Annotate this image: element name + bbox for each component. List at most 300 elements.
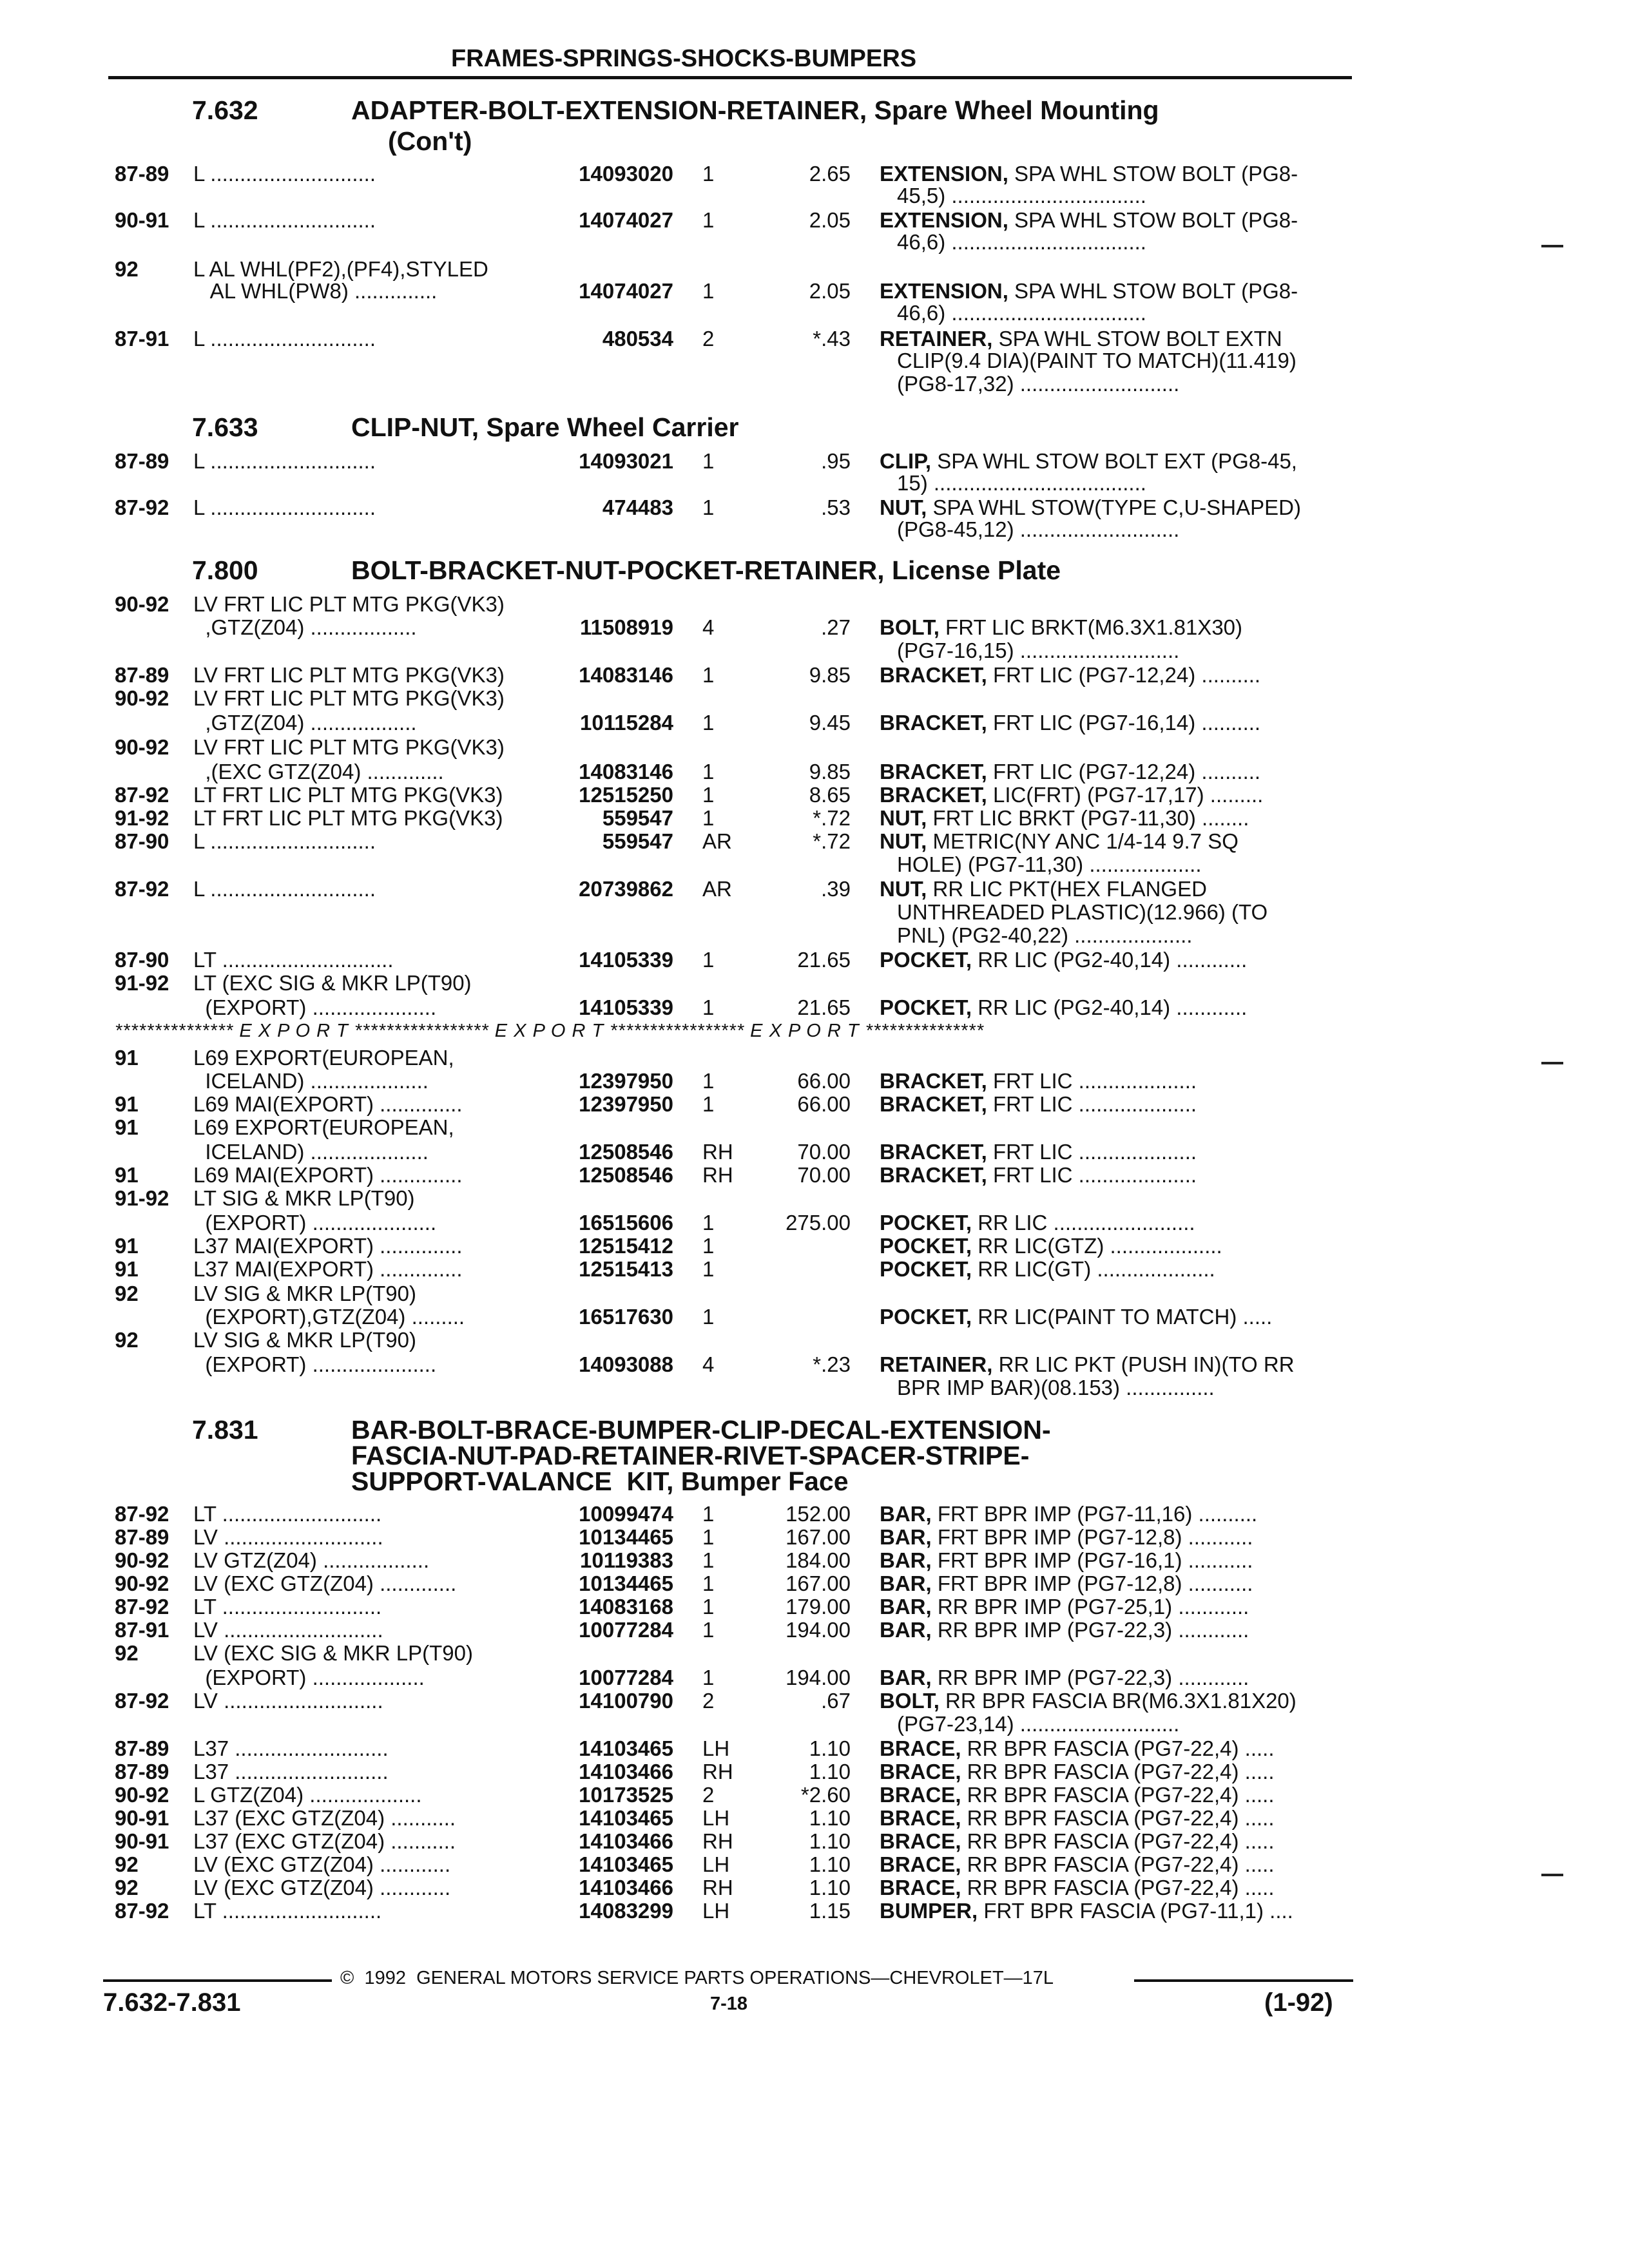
application-description: LV (EXC GTZ(Z04) ............ [193,1876,451,1899]
part-name-detail: FRT LIC (PG7-12,24) .......... [987,760,1261,783]
application-description: LT ........................... [193,1502,382,1526]
application-description: ,GTZ(Z04) .................. [193,615,417,639]
quantity: 1 [702,1571,715,1595]
part-name-keyword: BRACKET, [880,1140,987,1164]
part-name-keyword: BRACKET, [880,1092,987,1116]
part-name [880,616,1242,639]
part-number: 10115284 [579,711,673,735]
model-year: 92 [115,257,139,281]
quantity: 1 [702,1234,715,1258]
quantity: 1 [702,162,715,186]
part-name-keyword: BAR, [880,1595,932,1619]
application-description: LT ........................... [193,1899,382,1923]
part-name-detail: RR LIC ........................ [972,1211,1195,1235]
part-number: 16517630 [579,1305,673,1329]
application-description: LV SIG & MKR LP(T90) [193,1328,416,1352]
quantity: LH [702,1852,730,1876]
part-name [880,1164,1197,1187]
part-name-detail: SPA WHL STOW BOLT EXTN [992,327,1282,351]
footer-copyright: © 1992 GENERAL MOTORS SERVICE PARTS OPERATIONS—CHEVROLET—17L [340,1968,1054,1988]
model-year: 87-90 [115,829,169,853]
part-name-detail: RR LIC PKT(HEX FLANGED [927,877,1207,901]
part-name-keyword: POCKET, [880,1305,972,1329]
part-number: 10134465 [579,1571,673,1595]
part-name [880,1876,1275,1899]
quantity: RH [702,1829,733,1853]
application-description: L69 MAI(EXPORT) .............. [193,1092,463,1116]
model-year: 90-91 [115,1806,169,1830]
part-number: 14103465 [579,1736,673,1760]
price: *.23 [813,1352,851,1376]
part-name [880,1211,1195,1235]
application-description: AL WHL(PW8) .............. [193,279,438,303]
application-description: L AL WHL(PF2),(PF4),STYLED [193,257,488,281]
footer-date-code: (1-92) [1264,1988,1333,2017]
application-description: (EXPORT) ..................... [193,1211,437,1235]
model-year: 87-92 [115,1595,169,1619]
application-description: L ............................ [193,877,376,901]
model-year: 87-92 [115,783,169,807]
application-description: LT ............................. [193,948,394,972]
part-number: 14083146 [579,760,673,783]
model-year: 87-92 [115,495,169,519]
part-name-detail: RR BPR FASCIA (PG7-22,4) ..... [961,1736,1275,1760]
part-name-keyword: EXTENSION, [880,162,1008,186]
quantity: 1 [702,495,715,519]
part-name [880,1070,1197,1093]
part-name-keyword: BAR, [880,1525,932,1549]
part-name [880,209,1298,232]
part-number: 14083146 [579,663,673,687]
application-description: L37 .......................... [193,1736,389,1760]
part-number: 14103465 [579,1806,673,1830]
quantity: 1 [702,1502,715,1526]
part-number: 14093020 [579,162,673,186]
part-name-keyword: BRACE, [880,1760,961,1783]
section-title: (Con't) [351,126,472,156]
part-name-detail: FRT LIC .................... [987,1092,1197,1116]
part-name-detail: FRT LIC (PG7-12,24) .......... [987,663,1261,687]
price: 152.00 [786,1502,851,1526]
description-continuation: 45,5) ................................. [897,184,1146,207]
part-name-detail: RR BPR IMP (PG7-22,3) ............ [931,1666,1249,1689]
part-name-detail: RR BPR IMP (PG7-25,1) ............ [931,1595,1249,1619]
part-name-detail: FRT LIC BRKT (PG7-11,30) ........ [927,806,1249,830]
price: 2.05 [809,279,851,303]
part-name-detail: SPA WHL STOW BOLT (PG8- [1008,208,1298,232]
price: *.72 [813,829,851,853]
quantity: LH [702,1736,730,1760]
price: 9.45 [809,711,851,735]
price: 70.00 [797,1163,851,1187]
part-number: 14074027 [579,208,673,232]
price: 275.00 [786,1211,851,1235]
part-name-keyword: BOLT, [880,1689,940,1713]
quantity: 1 [702,711,715,735]
part-number: 14083299 [579,1899,673,1923]
part-number: 559547 [602,806,673,830]
application-description: LT ........................... [193,1595,382,1619]
price: *.43 [813,327,851,351]
application-description: LT SIG & MKR LP(T90) [193,1186,415,1210]
price: 2.65 [809,162,851,186]
price: .39 [821,877,851,901]
margin-mark [1541,1062,1563,1064]
section-number: 7.632 [192,95,258,125]
application-description: L69 EXPORT(EUROPEAN, [193,1115,454,1139]
quantity: 2 [702,1689,715,1713]
part-name [880,1503,1257,1526]
margin-mark [1541,1874,1563,1876]
quantity: 1 [702,279,715,303]
description-continuation: UNTHREADED PLASTIC)(12.966) (TO [897,900,1268,924]
description-continuation: 15) .................................... [897,471,1146,495]
quantity: 2 [702,327,715,351]
part-number: 14074027 [579,279,673,303]
price: 194.00 [786,1618,851,1642]
section-title: BAR-BOLT-BRACE-BUMPER-CLIP-DECAL-EXTENSION- [351,1415,1051,1445]
part-name-detail: FRT LIC .................... [987,1163,1197,1187]
part-number: 12508546 [579,1140,673,1164]
part-name [880,450,1297,473]
part-name-detail: FRT LIC .................... [987,1140,1197,1164]
price: 184.00 [786,1548,851,1572]
price: .95 [821,449,851,473]
part-name-keyword: POCKET, [880,1211,972,1235]
model-year: 87-91 [115,327,169,351]
part-name [880,711,1260,735]
part-number: 12515250 [579,783,673,807]
model-year: 91 [115,1234,139,1258]
part-number: 14093088 [579,1352,673,1376]
application-description: (EXPORT) ..................... [193,1352,437,1376]
part-name [880,1619,1249,1642]
part-name-keyword: POCKET, [880,1257,972,1281]
quantity: RH [702,1760,733,1783]
part-name [880,1899,1293,1923]
part-name [880,1595,1249,1619]
part-name-keyword: POCKET, [880,995,972,1019]
price: .53 [821,495,851,519]
quantity: 2 [702,1783,715,1807]
application-description: LT FRT LIC PLT MTG PKG(VK3) [193,783,503,807]
page-title: FRAMES-SPRINGS-SHOCKS-BUMPERS [451,45,917,72]
part-name-keyword: BRACE, [880,1736,961,1760]
application-description: ,(EXC GTZ(Z04) ............. [193,760,444,783]
section-title: BOLT-BRACKET-NUT-POCKET-RETAINER, License Plate [351,555,1061,585]
price: 194.00 [786,1666,851,1689]
description-continuation: PNL) (PG2-40,22) .................... [897,923,1193,947]
application-description: L ............................ [193,208,376,232]
application-description: LV (EXC GTZ(Z04) ............. [193,1571,457,1595]
part-number: 10119383 [579,1548,673,1572]
price: 1.10 [809,1806,851,1830]
part-name [880,1853,1275,1876]
application-description: L GTZ(Z04) ................... [193,1783,422,1807]
description-continuation: (PG7-23,14) ........................... [897,1712,1180,1736]
quantity: 1 [702,760,715,783]
part-name [880,496,1301,519]
part-number: 559547 [602,829,673,853]
part-name [880,1305,1272,1329]
part-name [880,1235,1222,1258]
quantity: 4 [702,1352,715,1376]
footer-page-number: 7-18 [710,1994,748,2014]
application-description: L37 .......................... [193,1760,389,1783]
part-name [880,1760,1275,1783]
part-name [880,948,1247,972]
description-continuation: 46,6) ................................. [897,230,1146,254]
part-name [880,1666,1249,1689]
part-name [880,327,1282,351]
quantity: 1 [702,783,715,807]
part-name [880,1258,1215,1281]
quantity: 1 [702,1305,715,1329]
price: .67 [821,1689,851,1713]
part-name [880,664,1260,687]
margin-mark [1541,245,1563,247]
part-number: 14083168 [579,1595,673,1619]
part-name [880,807,1249,830]
price: .27 [821,615,851,639]
part-name-keyword: CLIP, [880,449,932,473]
section-number: 7.633 [192,412,258,442]
part-number: 12515412 [579,1234,673,1258]
header-rule [108,76,1352,79]
price: 167.00 [786,1525,851,1549]
part-name-keyword: BRACKET, [880,1163,987,1187]
part-name-keyword: BRACE, [880,1876,961,1899]
price: 1.10 [809,1852,851,1876]
part-name-keyword: BRACKET, [880,663,987,687]
part-number: 480534 [602,327,673,351]
price: 66.00 [797,1092,851,1116]
price: 21.65 [797,948,851,972]
application-description: LV GTZ(Z04) .................. [193,1548,430,1572]
quantity: 1 [702,449,715,473]
model-year: 87-89 [115,162,169,186]
part-name-detail: FRT LIC .................... [987,1069,1197,1093]
price: 70.00 [797,1140,851,1164]
application-description: LV ........................... [193,1689,383,1713]
part-name [880,996,1247,1019]
part-name-keyword: BUMPER, [880,1899,978,1923]
description-continuation: HOLE) (PG7-11,30) ................... [897,852,1202,876]
part-name [880,830,1239,853]
application-description: L37 MAI(EXPORT) .............. [193,1234,463,1258]
part-number: 20739862 [579,877,673,901]
part-name-keyword: POCKET, [880,948,972,972]
quantity: 1 [702,1092,715,1116]
price: 167.00 [786,1571,851,1595]
part-name [880,1737,1275,1760]
part-name-detail: LIC(FRT) (PG7-17,17) ......... [987,783,1264,807]
quantity: 1 [702,1618,715,1642]
part-name-detail: SPA WHL STOW BOLT (PG8- [1008,162,1298,186]
price: *.72 [813,806,851,830]
application-description: LV SIG & MKR LP(T90) [193,1282,416,1305]
part-name-keyword: BRACE, [880,1783,961,1807]
part-name-detail: SPA WHL STOW BOLT EXT (PG8-45, [931,449,1297,473]
description-continuation: 46,6) ................................. [897,301,1146,325]
part-name-keyword: EXTENSION, [880,279,1008,303]
section-title: CLIP-NUT, Spare Wheel Carrier [351,412,739,442]
application-description: L ............................ [193,162,376,186]
application-description: L37 (EXC GTZ(Z04) ........... [193,1829,456,1853]
export-banner: *************** E X P O R T ***************** E X P O R T ***************** E X P O R T *************** [115,1021,984,1041]
part-name-keyword: BRACE, [880,1829,961,1853]
part-name-keyword: BOLT, [880,615,940,639]
part-name-keyword: NUT, [880,829,927,853]
application-description: ,GTZ(Z04) .................. [193,711,417,735]
part-number: 12397950 [579,1092,673,1116]
model-year: 87-89 [115,663,169,687]
application-description: L ............................ [193,449,376,473]
section-number: 7.831 [192,1415,258,1445]
part-name [880,162,1298,186]
model-year: 87-92 [115,877,169,901]
model-year: 90-92 [115,1548,169,1572]
part-name-detail: RR BPR FASCIA (PG7-22,4) ..... [961,1876,1275,1899]
part-name-detail: RR BPR FASCIA (PG7-22,4) ..... [961,1829,1275,1853]
part-number: 12508546 [579,1163,673,1187]
part-name-detail: RR LIC PKT (PUSH IN)(TO RR [992,1352,1295,1376]
model-year: 92 [115,1328,139,1352]
quantity: 1 [702,1595,715,1619]
part-number: 12397950 [579,1069,673,1093]
model-year: 90-92 [115,1571,169,1595]
application-description: L69 EXPORT(EUROPEAN, [193,1046,454,1070]
model-year: 87-92 [115,1689,169,1713]
part-name [880,1689,1296,1713]
application-description: (EXPORT) ................... [193,1666,425,1689]
part-name-keyword: BRACKET, [880,711,987,735]
part-name-detail: RR LIC(PAINT TO MATCH) ..... [972,1305,1273,1329]
price: 9.85 [809,760,851,783]
part-name-detail: RR BPR FASCIA (PG7-22,4) ..... [961,1852,1275,1876]
part-name [880,1549,1253,1572]
part-name [880,760,1260,783]
part-name-keyword: NUT, [880,877,927,901]
quantity: 1 [702,995,715,1019]
price: 66.00 [797,1069,851,1093]
quantity: 1 [702,1257,715,1281]
part-name-keyword: BRACKET, [880,1069,987,1093]
part-name [880,878,1207,901]
price: 8.65 [809,783,851,807]
application-description: L37 MAI(EXPORT) .............. [193,1257,463,1281]
application-description: LV FRT LIC PLT MTG PKG(VK3) [193,663,505,687]
model-year: 90-92 [115,592,169,616]
model-year: 87-89 [115,1525,169,1549]
price: 179.00 [786,1595,851,1619]
quantity: 1 [702,1069,715,1093]
section-title: SUPPORT-VALANCE KIT, Bumper Face [351,1466,849,1496]
part-number: 12515413 [579,1257,673,1281]
model-year: 87-89 [115,449,169,473]
part-number: 14105339 [579,995,673,1019]
part-name-detail: FRT BPR FASCIA (PG7-11,1) .... [978,1899,1293,1923]
part-name-detail: RR BPR FASCIA BR(M6.3X1.81X20) [939,1689,1296,1713]
model-year: 92 [115,1282,139,1305]
model-year: 91 [115,1046,139,1070]
price: 1.15 [809,1899,851,1923]
footer-rule-right [1134,1979,1353,1982]
application-description: LV FRT LIC PLT MTG PKG(VK3) [193,592,505,616]
part-name-detail: SPA WHL STOW(TYPE C,U-SHAPED) [927,495,1301,519]
part-name-detail: FRT BPR IMP (PG7-11,16) .......... [931,1502,1258,1526]
part-name-keyword: NUT, [880,806,927,830]
quantity: 1 [702,663,715,687]
model-year: 91 [115,1163,139,1187]
part-name-detail: FRT LIC BRKT(M6.3X1.81X30) [939,615,1243,639]
part-number: 474483 [602,495,673,519]
part-number: 14105339 [579,948,673,972]
part-number: 14093021 [579,449,673,473]
part-name [880,1830,1275,1853]
part-name-detail: RR BPR FASCIA (PG7-22,4) ..... [961,1760,1275,1783]
quantity: 1 [702,1525,715,1549]
application-description: LV ........................... [193,1525,383,1549]
part-number: 11508919 [579,615,673,639]
model-year: 91 [115,1115,139,1139]
footer-rule-left [103,1979,332,1982]
model-year: 87-89 [115,1760,169,1783]
part-name-detail: FRT BPR IMP (PG7-16,1) ........... [931,1548,1253,1572]
application-description: L69 MAI(EXPORT) .............. [193,1163,463,1187]
footer-section-range: 7.632-7.831 [103,1988,241,2017]
part-name-keyword: BRACKET, [880,783,987,807]
part-name-detail: RR LIC(GTZ) ................... [972,1234,1222,1258]
part-name-keyword: RETAINER, [880,327,993,351]
part-number: 10099474 [579,1502,673,1526]
price: 1.10 [809,1876,851,1899]
description-continuation: (PG7-16,15) ........................... [897,639,1180,662]
model-year: 91 [115,1257,139,1281]
model-year: 87-89 [115,1736,169,1760]
part-name-detail: FRT BPR IMP (PG7-12,8) ........... [931,1571,1253,1595]
part-name-keyword: BAR, [880,1502,932,1526]
section-title: FASCIA-NUT-PAD-RETAINER-RIVET-SPACER-STRIPE- [351,1441,1030,1470]
part-name-detail: SPA WHL STOW BOLT (PG8- [1008,279,1298,303]
description-continuation: (PG8-17,32) ........................... [897,372,1180,396]
part-name-keyword: BAR, [880,1618,932,1642]
application-description: (EXPORT) ..................... [193,995,437,1019]
part-name-keyword: BRACE, [880,1852,961,1876]
section-number: 7.800 [192,555,258,585]
model-year: 92 [115,1852,139,1876]
quantity: 1 [702,208,715,232]
part-name [880,1353,1295,1376]
application-description: LT FRT LIC PLT MTG PKG(VK3) [193,806,503,830]
application-description: (EXPORT),GTZ(Z04) ......... [193,1305,465,1329]
section-title: ADAPTER-BOLT-EXTENSION-RETAINER, Spare Wheel Mounting [351,95,1159,125]
model-year: 87-91 [115,1618,169,1642]
application-description: LT (EXC SIG & MKR LP(T90) [193,971,472,995]
model-year: 92 [115,1876,139,1899]
model-year: 90-92 [115,1783,169,1807]
application-description: LV (EXC SIG & MKR LP(T90) [193,1641,473,1665]
part-number: 10134465 [579,1525,673,1549]
model-year: 87-92 [115,1899,169,1923]
model-year: 90-92 [115,686,169,710]
model-year: 90-91 [115,208,169,232]
quantity: 1 [702,1548,715,1572]
part-name [880,1526,1253,1549]
part-number: 14103465 [579,1852,673,1876]
part-number: 10173525 [579,1783,673,1807]
description-continuation: BPR IMP BAR)(08.153) ............... [897,1376,1215,1399]
